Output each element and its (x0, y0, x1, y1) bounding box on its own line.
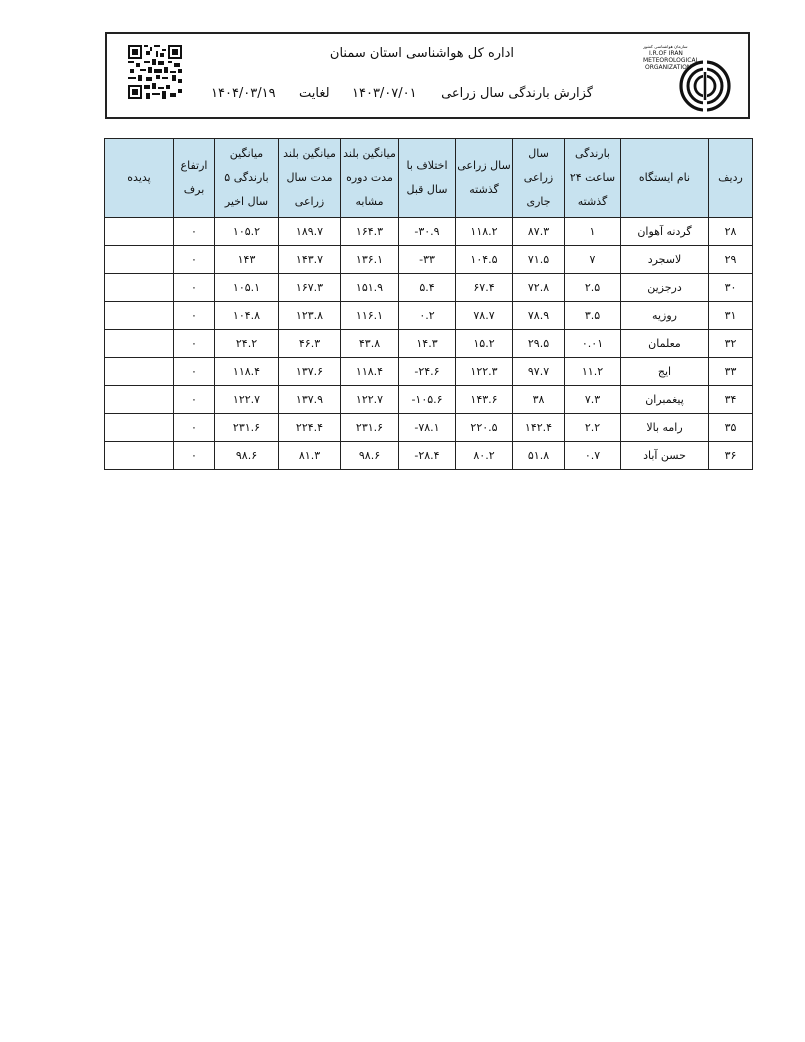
current-year-cell: ۲۹.۵ (513, 330, 565, 358)
previous-year-cell: ۱۵.۲ (456, 330, 513, 358)
station-name-cell: رامه بالا (621, 414, 709, 442)
difference-cell: -۲۸.۴ (399, 442, 456, 470)
rain-24h-cell: ۷ (565, 246, 621, 274)
column-header: پدیده (105, 139, 174, 218)
previous-year-cell: ۱۴۳.۶ (456, 386, 513, 414)
longterm-period-cell: ۱۱۸.۴ (341, 358, 399, 386)
row-number-cell: ۳۳ (709, 358, 753, 386)
svg-text:METEOROLOGICAL: METEOROLOGICAL (643, 57, 699, 64)
rain-24h-cell: ۳.۵ (565, 302, 621, 330)
previous-year-cell: ۱۲۲.۳ (456, 358, 513, 386)
longterm-year-cell: ۱۴۳.۷ (279, 246, 341, 274)
station-name-cell: درجزین (621, 274, 709, 302)
station-name-cell: روزیه (621, 302, 709, 330)
rain-24h-cell: ۱۱.۲ (565, 358, 621, 386)
difference-cell: -۲۴.۶ (399, 358, 456, 386)
five-year-avg-cell: ۱۱۸.۴ (215, 358, 279, 386)
current-year-cell: ۷۸.۹ (513, 302, 565, 330)
table-row (105, 442, 753, 470)
phenomenon-cell (105, 246, 174, 274)
snow-depth-cell: ۰ (174, 274, 215, 302)
station-name-cell: گردنه آهوان (621, 218, 709, 246)
qr-code-icon (128, 45, 182, 99)
longterm-period-cell: ۱۶۴.۳ (341, 218, 399, 246)
previous-year-cell: ۷۸.۷ (456, 302, 513, 330)
five-year-avg-cell: ۱۰۴.۸ (215, 302, 279, 330)
phenomenon-cell (105, 330, 174, 358)
column-header: نام ایستگاه (621, 139, 709, 218)
until-label: لغایت (299, 86, 330, 101)
previous-year-cell: ۸۰.۲ (456, 442, 513, 470)
five-year-avg-cell: ۱۴۳ (215, 246, 279, 274)
meteorological-organization-logo (643, 42, 738, 114)
table-header-row (105, 139, 753, 218)
rain-24h-cell: ۲.۲ (565, 414, 621, 442)
phenomenon-cell (105, 302, 174, 330)
table-body (105, 218, 753, 470)
svg-text:ORGANIZATION: ORGANIZATION (645, 64, 692, 71)
longterm-period-cell: ۱۱۶.۱ (341, 302, 399, 330)
previous-year-cell: ۲۲۰.۵ (456, 414, 513, 442)
row-number-cell: ۳۶ (709, 442, 753, 470)
five-year-avg-cell: ۱۰۵.۱ (215, 274, 279, 302)
previous-year-cell: ۱۰۴.۵ (456, 246, 513, 274)
longterm-year-cell: ۴۶.۳ (279, 330, 341, 358)
previous-year-cell: ۱۱۸.۲ (456, 218, 513, 246)
row-number-cell: ۲۸ (709, 218, 753, 246)
rain-24h-cell: ۰.۰۱ (565, 330, 621, 358)
difference-cell: -۳۳ (399, 246, 456, 274)
current-year-cell: ۹۷.۷ (513, 358, 565, 386)
row-number-cell: ۳۱ (709, 302, 753, 330)
snow-depth-cell: ۰ (174, 358, 215, 386)
difference-cell: -۳۰.۹ (399, 218, 456, 246)
five-year-avg-cell: ۲۳۱.۶ (215, 414, 279, 442)
table-row (105, 246, 753, 274)
row-number-cell: ۳۴ (709, 386, 753, 414)
table-row (105, 302, 753, 330)
column-header: میانگین بلند مدت سال زراعی (279, 139, 341, 218)
snow-depth-cell: ۰ (174, 330, 215, 358)
five-year-avg-cell: ۹۸.۶ (215, 442, 279, 470)
longterm-period-cell: ۱۳۶.۱ (341, 246, 399, 274)
table-row (105, 330, 753, 358)
rainfall-table (104, 138, 753, 470)
station-name-cell: ایج (621, 358, 709, 386)
rain-24h-cell: ۰.۷ (565, 442, 621, 470)
snow-depth-cell: ۰ (174, 246, 215, 274)
department-title: اداره کل هواشناسی استان سمنان (329, 46, 515, 61)
column-header: اختلاف با سال قبل (399, 139, 456, 218)
rain-24h-cell: ۲.۵ (565, 274, 621, 302)
column-header: ارتفاع برف (174, 139, 215, 218)
date-to: ۱۴۰۴/۰۳/۱۹ (211, 86, 276, 101)
column-header: سال زراعی گذشته (456, 139, 513, 218)
rain-24h-cell: ۷.۳ (565, 386, 621, 414)
five-year-avg-cell: ۱۰۵.۲ (215, 218, 279, 246)
table-row (105, 218, 753, 246)
five-year-avg-cell: ۱۲۲.۷ (215, 386, 279, 414)
snow-depth-cell: ۰ (174, 386, 215, 414)
table-row (105, 274, 753, 302)
snow-depth-cell: ۰ (174, 302, 215, 330)
station-name-cell: حسن آباد (621, 442, 709, 470)
phenomenon-cell (105, 274, 174, 302)
snow-depth-cell: ۰ (174, 414, 215, 442)
longterm-year-cell: ۲۲۴.۴ (279, 414, 341, 442)
longterm-year-cell: ۱۸۹.۷ (279, 218, 341, 246)
table-row (105, 414, 753, 442)
row-number-cell: ۳۰ (709, 274, 753, 302)
column-header: میانگین بلند مدت دوره مشابه (341, 139, 399, 218)
station-name-cell: پیغمبران (621, 386, 709, 414)
station-name-cell: معلمان (621, 330, 709, 358)
phenomenon-cell (105, 386, 174, 414)
current-year-cell: ۸۷.۳ (513, 218, 565, 246)
longterm-year-cell: ۱۳۷.۹ (279, 386, 341, 414)
snow-depth-cell: ۰ (174, 218, 215, 246)
svg-text:سازمان هواشناسی کشور: سازمان هواشناسی کشور (643, 44, 688, 49)
current-year-cell: ۳۸ (513, 386, 565, 414)
five-year-avg-cell: ۲۴.۲ (215, 330, 279, 358)
current-year-cell: ۷۱.۵ (513, 246, 565, 274)
report-title: گزارش بارندگی سال زراعی (441, 86, 593, 101)
longterm-period-cell: ۴۳.۸ (341, 330, 399, 358)
table-row (105, 358, 753, 386)
column-header: سال زراعی جاری (513, 139, 565, 218)
report-header (105, 32, 750, 119)
current-year-cell: ۵۱.۸ (513, 442, 565, 470)
difference-cell: ۵.۴ (399, 274, 456, 302)
difference-cell: -۷۸.۱ (399, 414, 456, 442)
longterm-period-cell: ۱۵۱.۹ (341, 274, 399, 302)
longterm-period-cell: ۲۳۱.۶ (341, 414, 399, 442)
difference-cell: ۰.۲ (399, 302, 456, 330)
difference-cell: -۱۰۵.۶ (399, 386, 456, 414)
longterm-year-cell: ۱۲۳.۸ (279, 302, 341, 330)
phenomenon-cell (105, 414, 174, 442)
current-year-cell: ۱۴۲.۴ (513, 414, 565, 442)
column-header: ردیف (709, 139, 753, 218)
phenomenon-cell (105, 442, 174, 470)
table-row (105, 386, 753, 414)
difference-cell: ۱۴.۳ (399, 330, 456, 358)
column-header: میانگین بارندگی ۵ سال اخیر (215, 139, 279, 218)
longterm-year-cell: ۱۶۷.۳ (279, 274, 341, 302)
phenomenon-cell (105, 358, 174, 386)
longterm-period-cell: ۱۲۲.۷ (341, 386, 399, 414)
row-number-cell: ۳۲ (709, 330, 753, 358)
snow-depth-cell: ۰ (174, 442, 215, 470)
longterm-year-cell: ۱۳۷.۶ (279, 358, 341, 386)
rain-24h-cell: ۱ (565, 218, 621, 246)
phenomenon-cell (105, 218, 174, 246)
longterm-year-cell: ۸۱.۳ (279, 442, 341, 470)
longterm-period-cell: ۹۸.۶ (341, 442, 399, 470)
row-number-cell: ۲۹ (709, 246, 753, 274)
previous-year-cell: ۶۷.۴ (456, 274, 513, 302)
station-name-cell: لاسجرد (621, 246, 709, 274)
svg-text:I.R.OF IRAN: I.R.OF IRAN (649, 50, 683, 57)
column-header: بارندگی ساعت ۲۴ گذشته (565, 139, 621, 218)
current-year-cell: ۷۲.۸ (513, 274, 565, 302)
row-number-cell: ۳۵ (709, 414, 753, 442)
date-from: ۱۴۰۳/۰۷/۰۱ (352, 86, 417, 101)
